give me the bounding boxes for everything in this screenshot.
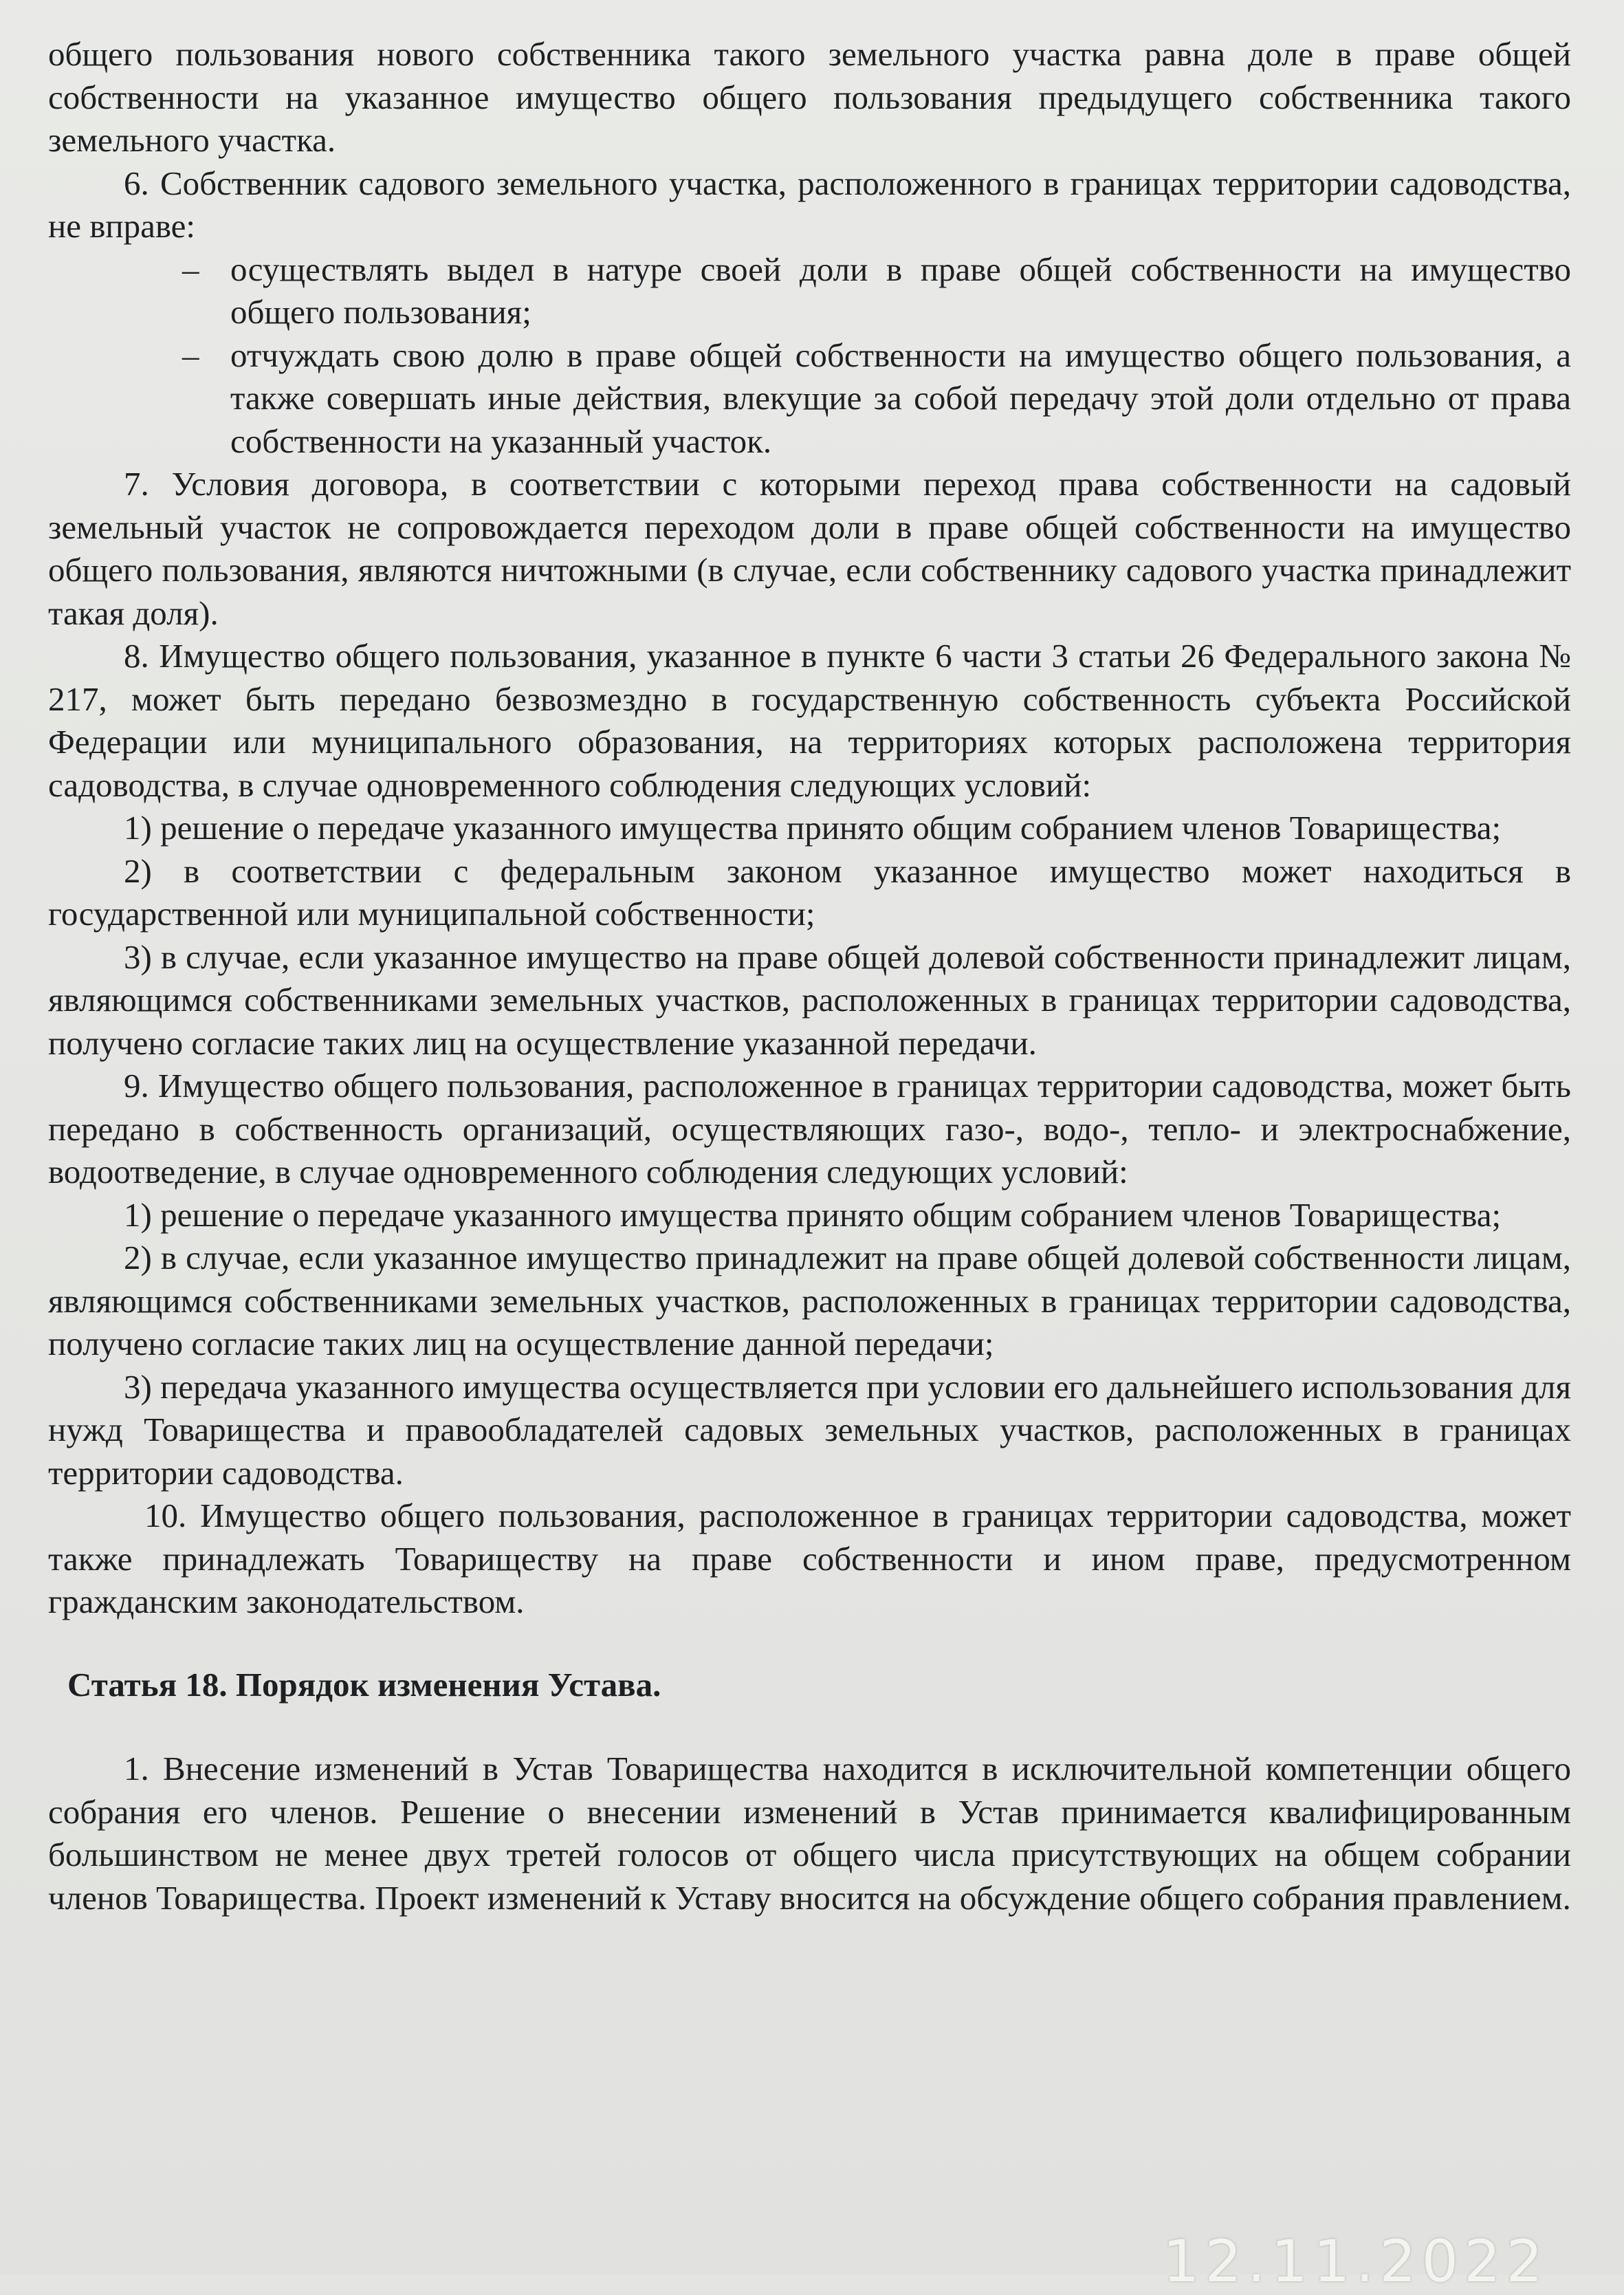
clause-6-bullet-text: осуществлять выдел в натуре своей доли в праве общей собственности на имущество общего пользования; [230,250,1571,331]
clause-8-intro: 8. Имущество общего пользования, указанное в пункте 6 части 3 статьи 26 Федерального закона № 217, может быть передано безвозмездно в государственную собственность субъекта Российской Федерации или муниципального образования, на территориях которых расположена территория садоводства, в случае одновременного соблюдения следующих условий: [48,637,1571,804]
clause-10: 10. Имущество общего пользования, расположенное в границах территории садоводства, может также принадлежать Товариществу на праве собственности и ином праве, предусмотренном гражданским законодательством. [48,1497,1571,1620]
clause-8-item: 3) в случае, если указанное имущество на праве общей долевой собственности принадлежит лицам, являющимся собственниками земельных участков, расположенных в границах территории садоводства, получено согласие таких лиц на осуществление указанной передачи. [48,937,1571,1062]
photo-date-stamp: 12.11.2022 [1163,2228,1548,2295]
continuation-paragraph: общего пользования нового собственника такого земельного участка равна доле в праве общей собственности на указанное имущество общего пользования предыдущего собственника такого земельного участка. [48,35,1571,159]
clause-6-bullet-text: отчуждать свою долю в праве общей собственности на имущество общего пользования, а также совершать иные действия, влекущие за собой передачу этой доли отдельно от права собственности на указанный участок. [230,336,1571,460]
clause-9-item: 1) решение о передаче указанного имущества принято общим собранием членов Товарищества; [124,1195,1502,1234]
clause-7: 7. Условия договора, в соответствии с которыми переход права собственности на садовый земельный участок не сопровождается переходом доли в праве общей собственности на имущество общего пользования, являются ничтожными (в случае, если собственнику садового участка принадлежит такая доля). [48,465,1571,632]
article-18-heading: Статья 18. Порядок изменения Устава. [67,1665,661,1704]
article-18-clause-1: 1. Внесение изменений в Устав Товарищества находится в исключительной компетенции общего собрания его членов. Решение о внесении изменений в Устав принимается квалифицированным большинством не менее двух третей голосов от общего числа присутствующих на общем собрании членов Товарищества. Проект изменений к Уставу вносится на обсуждение общего собрания правлением. [48,1750,1571,1917]
clause-9-intro: 9. Имущество общего пользования, расположенное в границах территории садоводства, может быть передано в собственность организаций, осуществляющих газо-, водо-, тепло- и электроснабжение, водоотведение, в случае одновременного соблюдения следующих условий: [48,1067,1571,1190]
clause-6-intro: 6. Собственник садового земельного участка, расположенного в границах территории садоводства, не вправе: [48,164,1571,245]
clause-9-item: 2) в случае, если указанное имущество принадлежит на праве общей долевой собственности лицам, являющимся собственниками земельных участков, расположенных в границах территории садоводства, получено согласие таких лиц на осуществление данной передачи; [48,1239,1571,1362]
clause-9-item: 3) передача указанного имущества осуществляется при условии его дальнейшего использования для нужд Товарищества и правообладателей садовых земельных участков, расположенных в границах территории садоводства. [48,1367,1571,1492]
clause-6-bullet [182,248,1571,334]
clause-8-item: 2) в соответствии с федеральным законом указанное имущество может находиться в государственной или муниципальной собственности; [48,851,1571,933]
bullet-dash: – [182,336,199,374]
clause-8-item: 1) решение о передаче указанного имущества принято общим собранием членов Товарищества; [124,809,1502,847]
clause-6-bullet [182,334,1571,464]
clause-6-bullet-list [48,248,1571,464]
document-body [48,33,1571,1919]
bullet-dash: – [182,250,199,288]
